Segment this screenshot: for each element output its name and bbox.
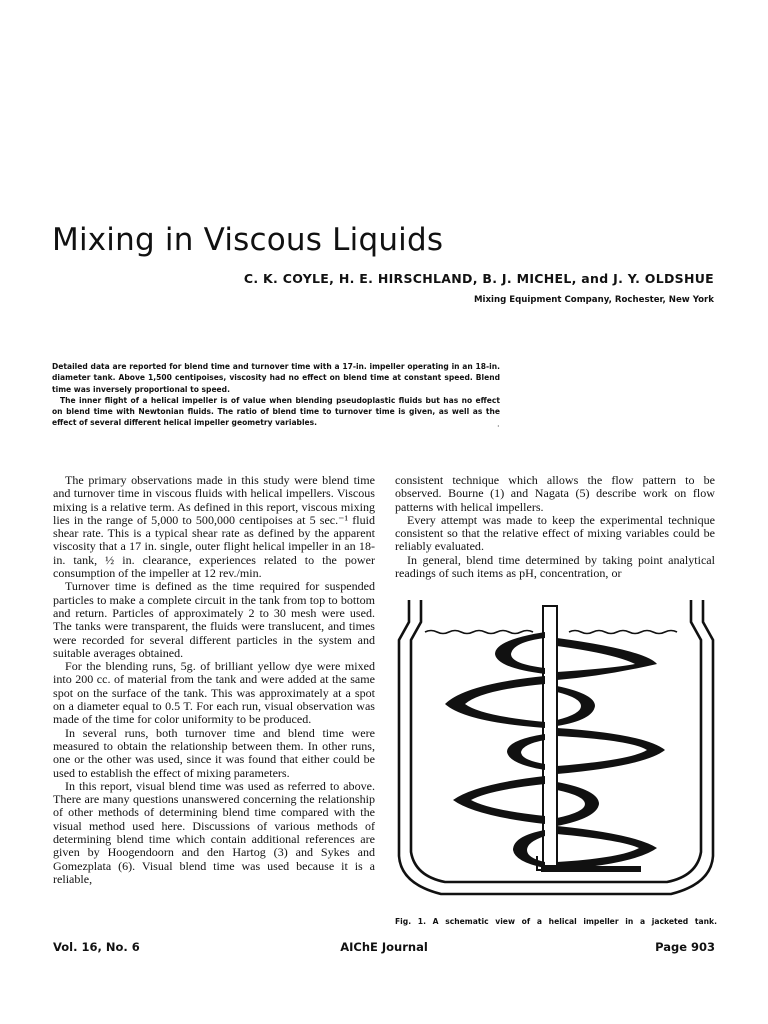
- abstract: [52, 361, 500, 429]
- footer-journal: AIChE Journal: [340, 940, 428, 954]
- abstract-paragraph: The inner flight of a helical impeller is of value when blending pseudoplastic fluids but has no effect on blend time with Newtonian fluids. The ratio of blend time to turnover time is given, as well as the effect of several different helical impeller geometry variables.: [52, 395, 500, 428]
- helical-ribbon: [557, 728, 665, 774]
- helical-ribbon: [445, 676, 545, 728]
- author-list: C. K. COYLE, H. E. HIRSCHLAND, B. J. MICHEL, and J. Y. OLDSHUE: [243, 271, 714, 286]
- impeller-shaft: [543, 606, 557, 866]
- helical-ribbon: [557, 826, 657, 870]
- affiliation: Mixing Equipment Company, Rochester, New York: [474, 295, 714, 305]
- body-paragraph: For the blending runs, 5g. of brilliant yellow dye were mixed into 200 cc. of material from the tank and were added at the same spot on the surface of the tank. This was approximately at a spot on a diameter equal to 0.5 T. For each run, visual observation was made of the time for color uniformity to be produced.: [53, 659, 375, 727]
- body-paragraph: In this report, visual blend time was used as referred to above. There are many questions unanswered concerning the relationship of other methods of determining blend time compared with the visual method used here. Discussions of various methods of determining blend time which contain additional references are given by Hoogendoorn and den Hartog (3) and Sykes and Gomezplata (6). Visual blend time was used because it is a reliable,: [53, 778, 375, 886]
- helical-ribbon: [507, 734, 545, 770]
- body-paragraph: In general, blend time determined by taking point analytical readings of such items as pH, concentration, or: [395, 552, 715, 581]
- figure-caption: Fig. 1. A schematic view of a helical impeller in a jacketed tank.: [395, 917, 717, 926]
- impeller-foot: [541, 866, 641, 872]
- article-title: Mixing in Viscous Liquids: [52, 222, 444, 258]
- body-paragraph: Turnover time is defined as the time required for suspended particles to make a complete circuit in the tank from top to bottom and return. Particles of approximately 2 to 30 mesh were used. The tanks were transparent, the fluids were translucent, and times were recorded for several different particles in the system and suitable averages obtained.: [53, 579, 375, 660]
- helical-ribbon: [557, 638, 657, 680]
- helical-ribbon: [557, 686, 595, 726]
- helical-ribbon: [557, 782, 599, 826]
- helical-ribbon: [495, 632, 545, 674]
- footer-volume: Vol. 16, No. 6: [53, 940, 140, 954]
- body-paragraph: The primary observations made in this study were blend time and turnover time in viscous fluids with helical impellers. Viscous mixing is a relative term. As defined in this report, viscous mixing lies in the range of 5,000 to 500,000 centipoises at 5 sec.⁻¹ fluid shear rate. This is a typical shear rate as defined by the apparent viscosity that a 17 in. single, outer flight helical impeller in an 18-in. tank, ½ in. clearance, experiences related to the power consumption of the impeller at 12 rev./min.: [53, 473, 375, 581]
- body-column-right: [395, 474, 715, 580]
- body-paragraph: In several runs, both turnover time and blend time were measured to obtain the relationship between them. In other runs, one or the other was used, since it was found that either could be used to establish the effect of mixing parameters.: [53, 725, 375, 780]
- body-column-left: [53, 474, 375, 886]
- helical-ribbon: [513, 830, 545, 868]
- abstract-paragraph: Detailed data are reported for blend time and turnover time with a 17-in. impeller operating in an 18-in. diameter tank. Above 1,500 centipoises, viscosity had no effect on blend time at constant speed. Blend time was inversely proportional to speed.: [52, 362, 500, 394]
- helical-impeller-figure: [395, 594, 717, 900]
- helical-ribbon: [453, 776, 545, 824]
- stray-mark: ·: [497, 422, 500, 431]
- footer-page-number: Page 903: [655, 940, 715, 954]
- body-paragraph: consistent technique which allows the flow pattern to be observed. Bourne (1) and Nagata (5) describe work on flow patterns with helical impellers.: [395, 473, 715, 514]
- body-paragraph: Every attempt was made to keep the experimental technique consistent so that the relative effect of mixing variables could be reliably evaluated.: [395, 512, 715, 554]
